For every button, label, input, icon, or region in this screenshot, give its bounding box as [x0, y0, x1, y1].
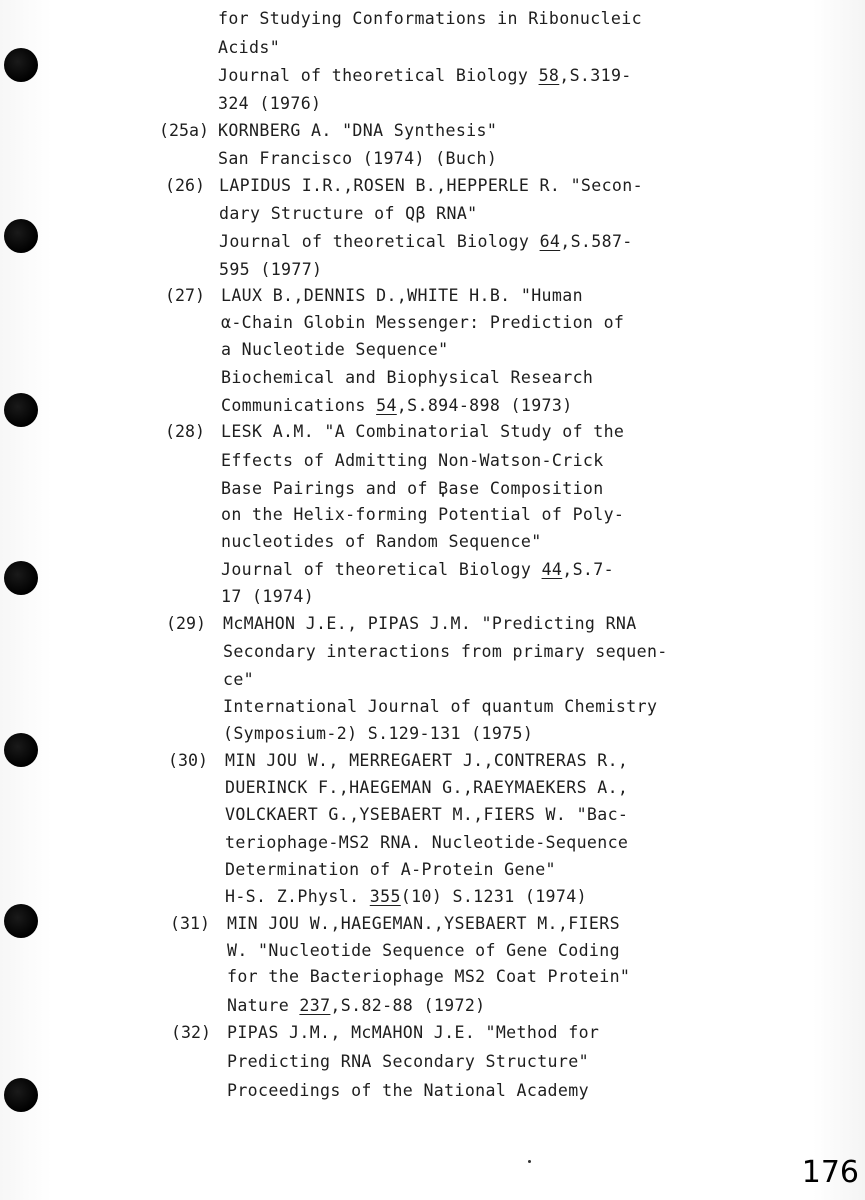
reference-text-line: VOLCKAERT G.,YSEBAERT M.,FIERS W. "Bac-: [225, 805, 629, 824]
volume-number: 54: [376, 396, 397, 415]
reference-text-line: on the Helix-forming Potential of Poly-: [221, 505, 625, 524]
reference-text-line: 324 (1976): [218, 94, 322, 113]
reference-text-line: teriophage-MS2 RNA. Nucleotide-Sequence: [225, 833, 629, 852]
punch-hole: [4, 904, 38, 938]
reference-text-line: [221, 396, 573, 416]
reference-text-line: (Symposium-2) S.129-131 (1975): [223, 724, 534, 743]
reference-number: (27): [165, 286, 205, 305]
reference-text-line: Predicting RNA Secondary Structure": [227, 1052, 589, 1071]
reference-text-line: Determination of A-Protein Gene": [225, 860, 556, 879]
reference-text-line: Acids": [218, 38, 281, 57]
text-fragment: Journal of theoretical Biology: [219, 232, 540, 251]
text-fragment: ,S.82-88 (1972): [330, 996, 486, 1015]
reference-number: (30): [168, 751, 208, 770]
text-fragment: Communications: [221, 396, 377, 415]
volume-number: 355: [369, 887, 401, 906]
reference-text-line: α-Chain Globin Messenger: Prediction of: [221, 313, 625, 332]
reference-text-line: San Francisco (1974) (Buch): [218, 149, 498, 168]
reference-text-line: KORNBERG A. "DNA Synthesis": [218, 121, 498, 140]
reference-text-line: PIPAS J.M., McMAHON J.E. "Method for: [227, 1023, 600, 1042]
reference-text-line: [225, 887, 587, 907]
punch-hole: [4, 219, 38, 253]
reference-text-line: Effects of Admitting Non-Watson-Crick: [221, 451, 604, 470]
reference-number: (31): [170, 914, 210, 933]
reference-number: (28): [165, 422, 205, 441]
punch-hole: [4, 393, 38, 427]
reference-text-line: [219, 232, 633, 252]
punch-hole: [4, 733, 38, 767]
reference-text-line: LAPIDUS I.R.,ROSEN B.,HEPPERLE R. "Secon-: [219, 176, 643, 195]
reference-text-line: [227, 996, 486, 1016]
reference-text-line: McMAHON J.E., PIPAS J.M. "Predicting RNA: [223, 614, 637, 633]
reference-number: (32): [171, 1023, 211, 1042]
reference-text-line: Secondary interactions from primary sequen-: [223, 642, 668, 661]
reference-text-line: DUERINCK F.,HAEGEMAN G.,RAEYMAEKERS A.,: [225, 778, 629, 797]
reference-text-line: [218, 66, 632, 86]
reference-text-line: LESK A.M. "A Combinatorial Study of the: [221, 422, 625, 441]
volume-number: 44: [541, 560, 563, 579]
text-fragment: Journal of theoretical Biology: [218, 66, 539, 85]
reference-number: (26): [165, 176, 205, 195]
reference-text-line: [221, 560, 614, 580]
reference-text-line: dary Structure of Qβ RNA": [219, 204, 478, 223]
text-fragment: ,S.319-: [559, 66, 632, 85]
reference-text-line: a Nucleotide Sequence": [221, 340, 449, 359]
text-fragment: ,S.587-: [560, 232, 633, 251]
text-fragment: Nature: [227, 996, 300, 1015]
text-fragment: (10) S.1231 (1974): [400, 887, 587, 906]
reference-text-line: ce": [223, 670, 255, 689]
text-fragment: H-S. Z.Physl.: [225, 887, 370, 906]
punch-hole: [4, 561, 38, 595]
reference-text-line: Base Pairings and of Base Composition: [221, 479, 604, 498]
volume-number: 237: [299, 996, 331, 1015]
speck: [528, 1160, 531, 1163]
punch-hole: [4, 48, 38, 82]
volume-number: 64: [539, 232, 561, 251]
reference-text-line: W. "Nucleotide Sequence of Gene Coding: [227, 941, 620, 960]
reference-text-line: MIN JOU W.,HAEGEMAN.,YSEBAERT M.,FIERS: [227, 914, 620, 933]
reference-text-line: LAUX B.,DENNIS D.,WHITE H.B. "Human: [221, 286, 583, 305]
reference-text-line: for the Bacteriophage MS2 Coat Protein": [227, 967, 631, 986]
reference-text-line: Biochemical and Biophysical Research: [221, 368, 594, 387]
reference-text-line: 17 (1974): [221, 587, 315, 606]
text-fragment: ,S.7-: [562, 560, 614, 579]
punch-hole: [4, 1078, 38, 1112]
reference-text-line: International Journal of quantum Chemistry: [223, 697, 658, 716]
reference-number: (25a): [159, 121, 209, 140]
reference-text-line: Proceedings of the National Academy: [227, 1081, 589, 1100]
reference-text-line: 595 (1977): [219, 260, 323, 279]
reference-number: (29): [166, 614, 206, 633]
reference-text-line: for Studying Conformations in Ribonucleic: [218, 9, 642, 28]
reference-text-line: nucleotides of Random Sequence": [221, 532, 542, 551]
reference-text-line: MIN JOU W., MERREGAERT J.,CONTRERAS R.,: [225, 751, 629, 770]
volume-number: 58: [538, 66, 560, 85]
page-number: 176: [801, 1155, 859, 1190]
text-fragment: Journal of theoretical Biology: [221, 560, 542, 579]
text-fragment: ,S.894-898 (1973): [396, 396, 573, 415]
